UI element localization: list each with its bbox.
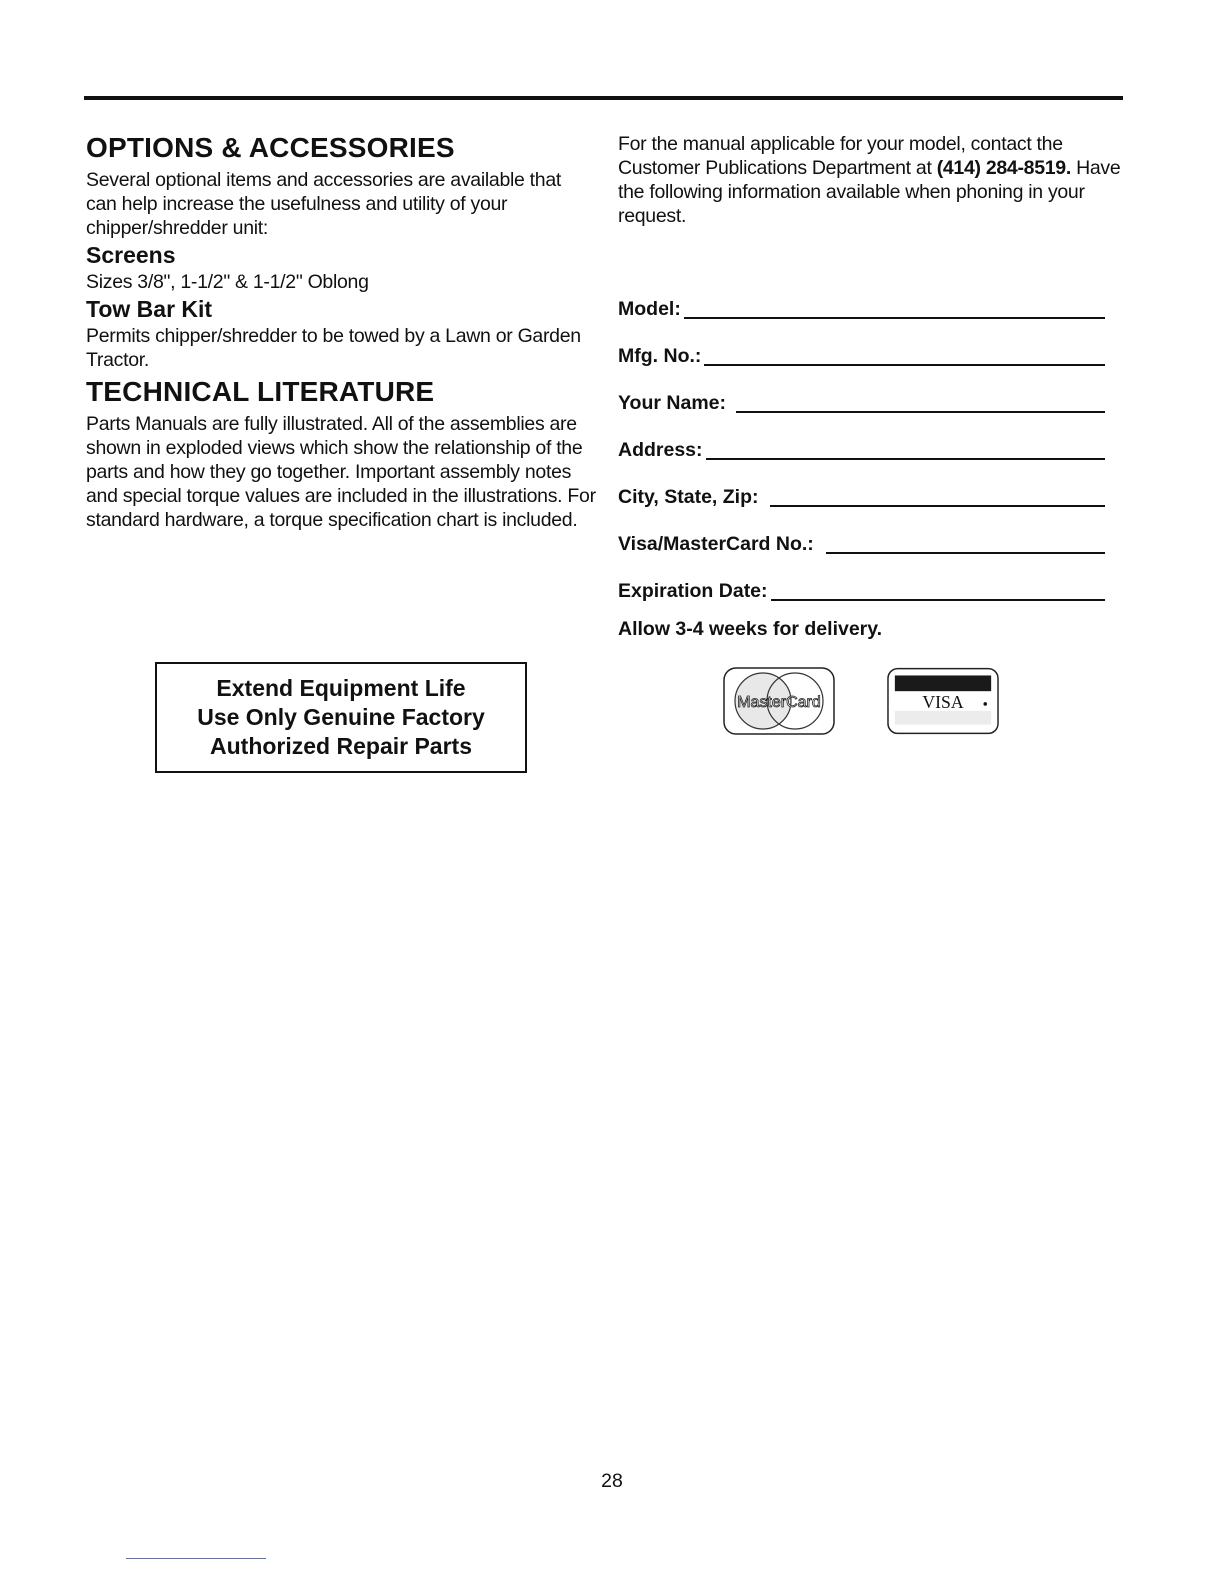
contact-phone: (414) 284-8519.	[936, 157, 1071, 179]
your-name-blank	[736, 411, 1105, 413]
notice-line-3: Authorized Repair Parts	[210, 733, 472, 759]
right-column	[618, 132, 1128, 641]
delivery-note: Allow 3-4 weeks for delivery.	[618, 618, 883, 640]
contact-text	[618, 132, 1128, 228]
form-row-mfg-no	[618, 321, 1105, 368]
options-intro: Several optional items and accessories are available that can help increase the usefulness and utility of your chipper/shredder unit:	[86, 169, 562, 239]
mfg-no-blank	[704, 364, 1105, 366]
visa-logo-icon	[887, 667, 999, 735]
notice-line-1: Extend Equipment Life	[216, 675, 466, 701]
mastercard-logo-icon	[723, 667, 835, 735]
mfg-no-label: Mfg. No.:	[618, 345, 702, 367]
expiration-label: Expiration Date:	[618, 580, 768, 602]
technical-heading: TECHNICAL LITERATURE	[86, 376, 435, 407]
options-heading: OPTIONS & ACCESSORIES	[86, 132, 455, 163]
model-blank	[684, 317, 1105, 319]
address-label: Address:	[618, 439, 703, 461]
page-number: 28	[601, 1470, 623, 1492]
form-row-card-no	[618, 509, 1105, 556]
form-row-city-state-zip	[618, 462, 1105, 509]
model-label: Model:	[618, 298, 681, 320]
card-no-blank	[826, 552, 1105, 554]
screens-heading: Screens	[86, 242, 176, 268]
expiration-blank	[771, 599, 1105, 601]
left-column	[86, 128, 596, 532]
city-state-zip-blank	[770, 505, 1105, 507]
form-row-your-name	[618, 368, 1105, 415]
notice-line-2: Use Only Genuine Factory	[197, 704, 485, 730]
contact-text-before: For the manual applicable for your model, contact the Customer Publications Department at	[618, 133, 1063, 179]
address-blank	[706, 458, 1105, 460]
contact-text-after: Have the following information available when phoning in your request.	[618, 157, 1121, 227]
form-row-address	[618, 415, 1105, 462]
order-form	[618, 274, 1128, 603]
tow-bar-text: Permits chipper/shredder to be towed by a Lawn or Garden Tractor.	[86, 325, 581, 371]
genuine-parts-notice	[155, 662, 527, 773]
card-no-label: Visa/MasterCard No.:	[618, 533, 814, 555]
your-name-label: Your Name:	[618, 392, 726, 414]
tow-bar-heading: Tow Bar Kit	[86, 296, 213, 322]
mastercard-logo-text: MasterCard	[737, 694, 821, 711]
screens-text: Sizes 3/8", 1-1/2" & 1-1/2" Oblong	[86, 271, 369, 293]
form-row-expiration	[618, 556, 1105, 603]
visa-logo-text: VISA	[922, 691, 964, 712]
footer-mark	[126, 1558, 266, 1559]
top-rule	[84, 96, 1123, 100]
technical-text: Parts Manuals are fully illustrated. All of the assemblies are shown in exploded views which show the relationship of the parts and how they go together. Important assembly notes and special torque values are included in the illustrations. For standard hardware, a torque specification chart is included.	[86, 413, 596, 531]
city-state-zip-label: City, State, Zip:	[618, 486, 759, 508]
form-row-model	[618, 274, 1105, 321]
